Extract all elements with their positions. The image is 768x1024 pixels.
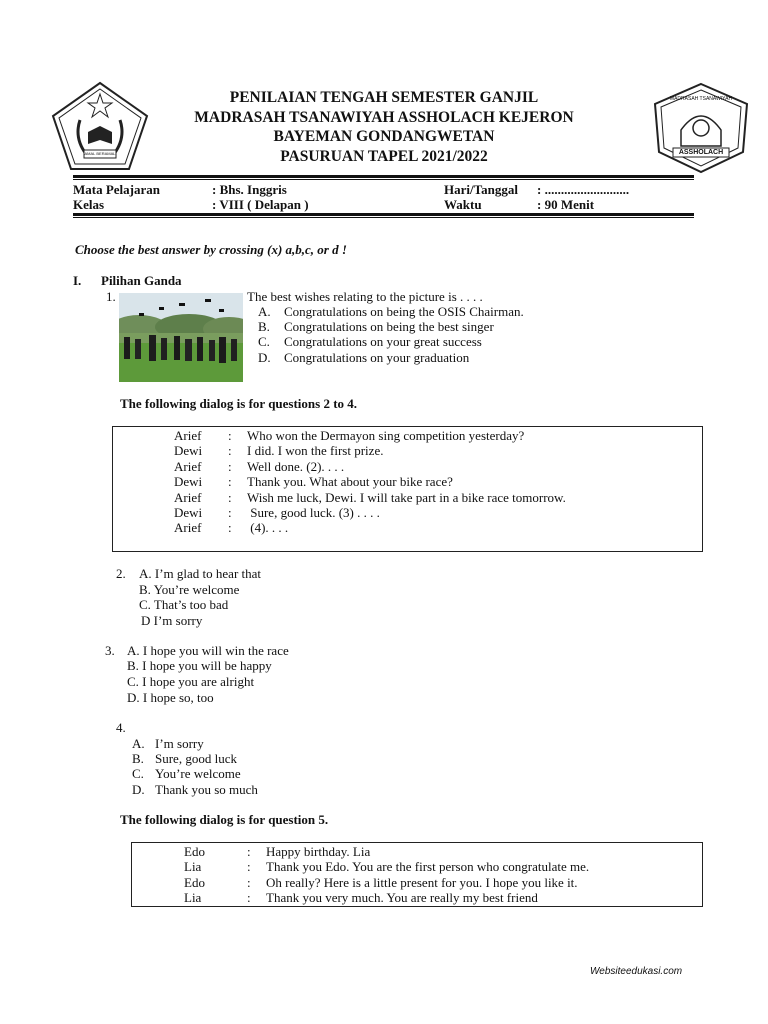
instruction: Choose the best answer by crossing (x) a,b,c, or d ! [75, 242, 347, 257]
q4-option-c-text[interactable]: You’re welcome [155, 766, 241, 781]
header-rule-thick [73, 175, 694, 178]
dialog2-line-2-sep: : [247, 859, 251, 875]
q1-option-a-letter[interactable]: A. [258, 304, 271, 319]
q1-option-c-text[interactable]: Congratulations on your great success [284, 334, 482, 349]
dialog1-line-6-speaker: Dewi [174, 505, 203, 520]
q3-number: 3. [105, 643, 115, 658]
dialog1-line-4-sep: : [228, 474, 232, 490]
q4-option-d-letter[interactable]: D. [132, 782, 145, 797]
subject-value: : Bhs. Inggris [212, 182, 287, 197]
q4-option-b-text[interactable]: Sure, good luck [155, 751, 237, 766]
dialog1-line-5-speaker: Arief [174, 489, 202, 505]
dialog1-line-7-text: (4). . . . [247, 520, 289, 536]
q1-number: 1. [106, 289, 116, 304]
q2-option-c[interactable]: C. That’s too bad [139, 597, 229, 612]
dialog1-line-6-sep: : [228, 505, 232, 520]
dialog2-line-3-text: Oh really? Here is a little present for you. I hope you like it. [266, 874, 578, 890]
q1-option-b-letter[interactable]: B. [258, 319, 270, 334]
dialog2-line-1-sep: : [247, 844, 251, 859]
time-value: : 90 Menit [537, 197, 595, 212]
left-logo-text: AMAL BERAMAL [84, 151, 116, 156]
dialog2-line-3-sep: : [247, 874, 251, 890]
q2-option-d[interactable]: D I’m sorry [141, 613, 203, 628]
dialog1-line-4-text: Thank you. What about your bike race? [247, 474, 453, 490]
date-label: Hari/Tanggal [444, 182, 518, 197]
dialog2-line-4-speaker: Lia [184, 890, 202, 906]
dialog2-line-2-speaker: Lia [184, 859, 202, 875]
q3-option-a[interactable]: A. I hope you will win the race [127, 643, 289, 658]
graduation-photo [119, 293, 243, 382]
dialog1-line-3-text: Well done. (2). . . . [247, 458, 345, 474]
q3-option-d[interactable]: D. I hope so, too [127, 690, 214, 705]
dialog1-line-2-text: I did. I won the first prize. [247, 443, 384, 459]
dialog2-line-3-speaker: Edo [184, 874, 205, 890]
dialog1-line-7-speaker: Arief [174, 520, 202, 536]
dialog1-line-3-speaker: Arief [174, 458, 202, 474]
header-line-2: MADRASAH TSANAWIYAH ASSHOLACH KEJERON [194, 109, 574, 126]
q4-number: 4. [116, 720, 126, 735]
dialog1-line-2-sep: : [228, 443, 232, 459]
q1-stem: The best wishes relating to the picture is . . . . [247, 289, 483, 304]
q1-option-d-text[interactable]: Congratulations on your graduation [284, 350, 470, 365]
dialog1-intro: The following dialog is for questions 2 to 4. [120, 396, 358, 411]
q4-option-c-letter[interactable]: C. [132, 766, 144, 781]
right-logo-top-text: MADRASAH TSANAWIYAH [669, 96, 733, 102]
q4-option-a-text[interactable]: I’m sorry [155, 736, 204, 751]
section-number: I. [73, 273, 82, 288]
q2-option-b[interactable]: B. You’re welcome [139, 582, 240, 597]
class-label: Kelas [73, 197, 105, 212]
dialog2-line-4-text: Thank you very much. You are really my best friend [266, 890, 538, 906]
dialog1-line-1-text: Who won the Dermayon sing competition yesterday? [247, 428, 525, 443]
subject-label: Mata Pelajaran [73, 182, 161, 197]
dialog1-line-5-text: Wish me luck, Dewi. I will take part in a bike race tomorrow. [247, 489, 566, 505]
dialog1-line-7-sep: : [228, 520, 232, 536]
dialog1-line-2-speaker: Dewi [174, 443, 203, 459]
header-rule-thin [73, 179, 694, 180]
dialog1-line-6-text: Sure, good luck. (3) . . . . [247, 505, 380, 520]
q4-option-a-letter[interactable]: A. [132, 736, 145, 751]
dialog2-intro: The following dialog is for question 5. [120, 812, 329, 827]
dialog1-line-3-sep: : [228, 458, 232, 474]
dialog2-line-2-text: Thank you Edo. You are the first person who congratulate me. [266, 859, 590, 875]
q3-option-b[interactable]: B. I hope you will be happy [127, 658, 272, 673]
dialog1-line-1-speaker: Arief [174, 428, 202, 443]
q1-option-b-text[interactable]: Congratulations on being the best singer [284, 319, 494, 334]
dialog1-line-5-sep: : [228, 489, 232, 505]
right-logo-bottom-text: ASSHOLACH [678, 149, 724, 156]
info-rule-thick [73, 213, 694, 216]
class-value: : VIII ( Delapan ) [212, 197, 309, 212]
dialog2-line-4-sep: : [247, 890, 251, 906]
dialog2-line-1-text: Happy birthday. Lia [266, 844, 371, 859]
header-line-1: PENILAIAN TENGAH SEMESTER GANJIL [229, 89, 539, 106]
dialog2-line-1-speaker: Edo [184, 844, 205, 859]
date-value: : .......................... [537, 182, 630, 197]
section-title: Pilihan Ganda [101, 273, 182, 288]
q3-option-c[interactable]: C. I hope you are alright [127, 674, 255, 689]
header-line-3: BAYEMAN GONDANGWETAN [273, 128, 495, 145]
header-line-4: PASURUAN TAPEL 2021/2022 [280, 148, 488, 165]
q1-option-a-text[interactable]: Congratulations on being the OSIS Chairman. [284, 304, 524, 319]
q1-option-c-letter[interactable]: C. [258, 334, 270, 349]
q4-option-b-letter[interactable]: B. [132, 751, 144, 766]
q1-option-d-letter[interactable]: D. [258, 350, 271, 365]
dialog1-line-1-sep: : [228, 428, 232, 443]
info-rule-thin [73, 217, 694, 218]
q2-number: 2. [116, 566, 126, 581]
time-label: Waktu [444, 197, 482, 212]
dialog1-line-4-speaker: Dewi [174, 474, 203, 490]
q4-option-d-text[interactable]: Thank you so much [155, 782, 258, 797]
footer-watermark: Websiteedukasi.com [590, 966, 683, 977]
q2-option-a[interactable]: A. I’m glad to hear that [139, 566, 262, 581]
